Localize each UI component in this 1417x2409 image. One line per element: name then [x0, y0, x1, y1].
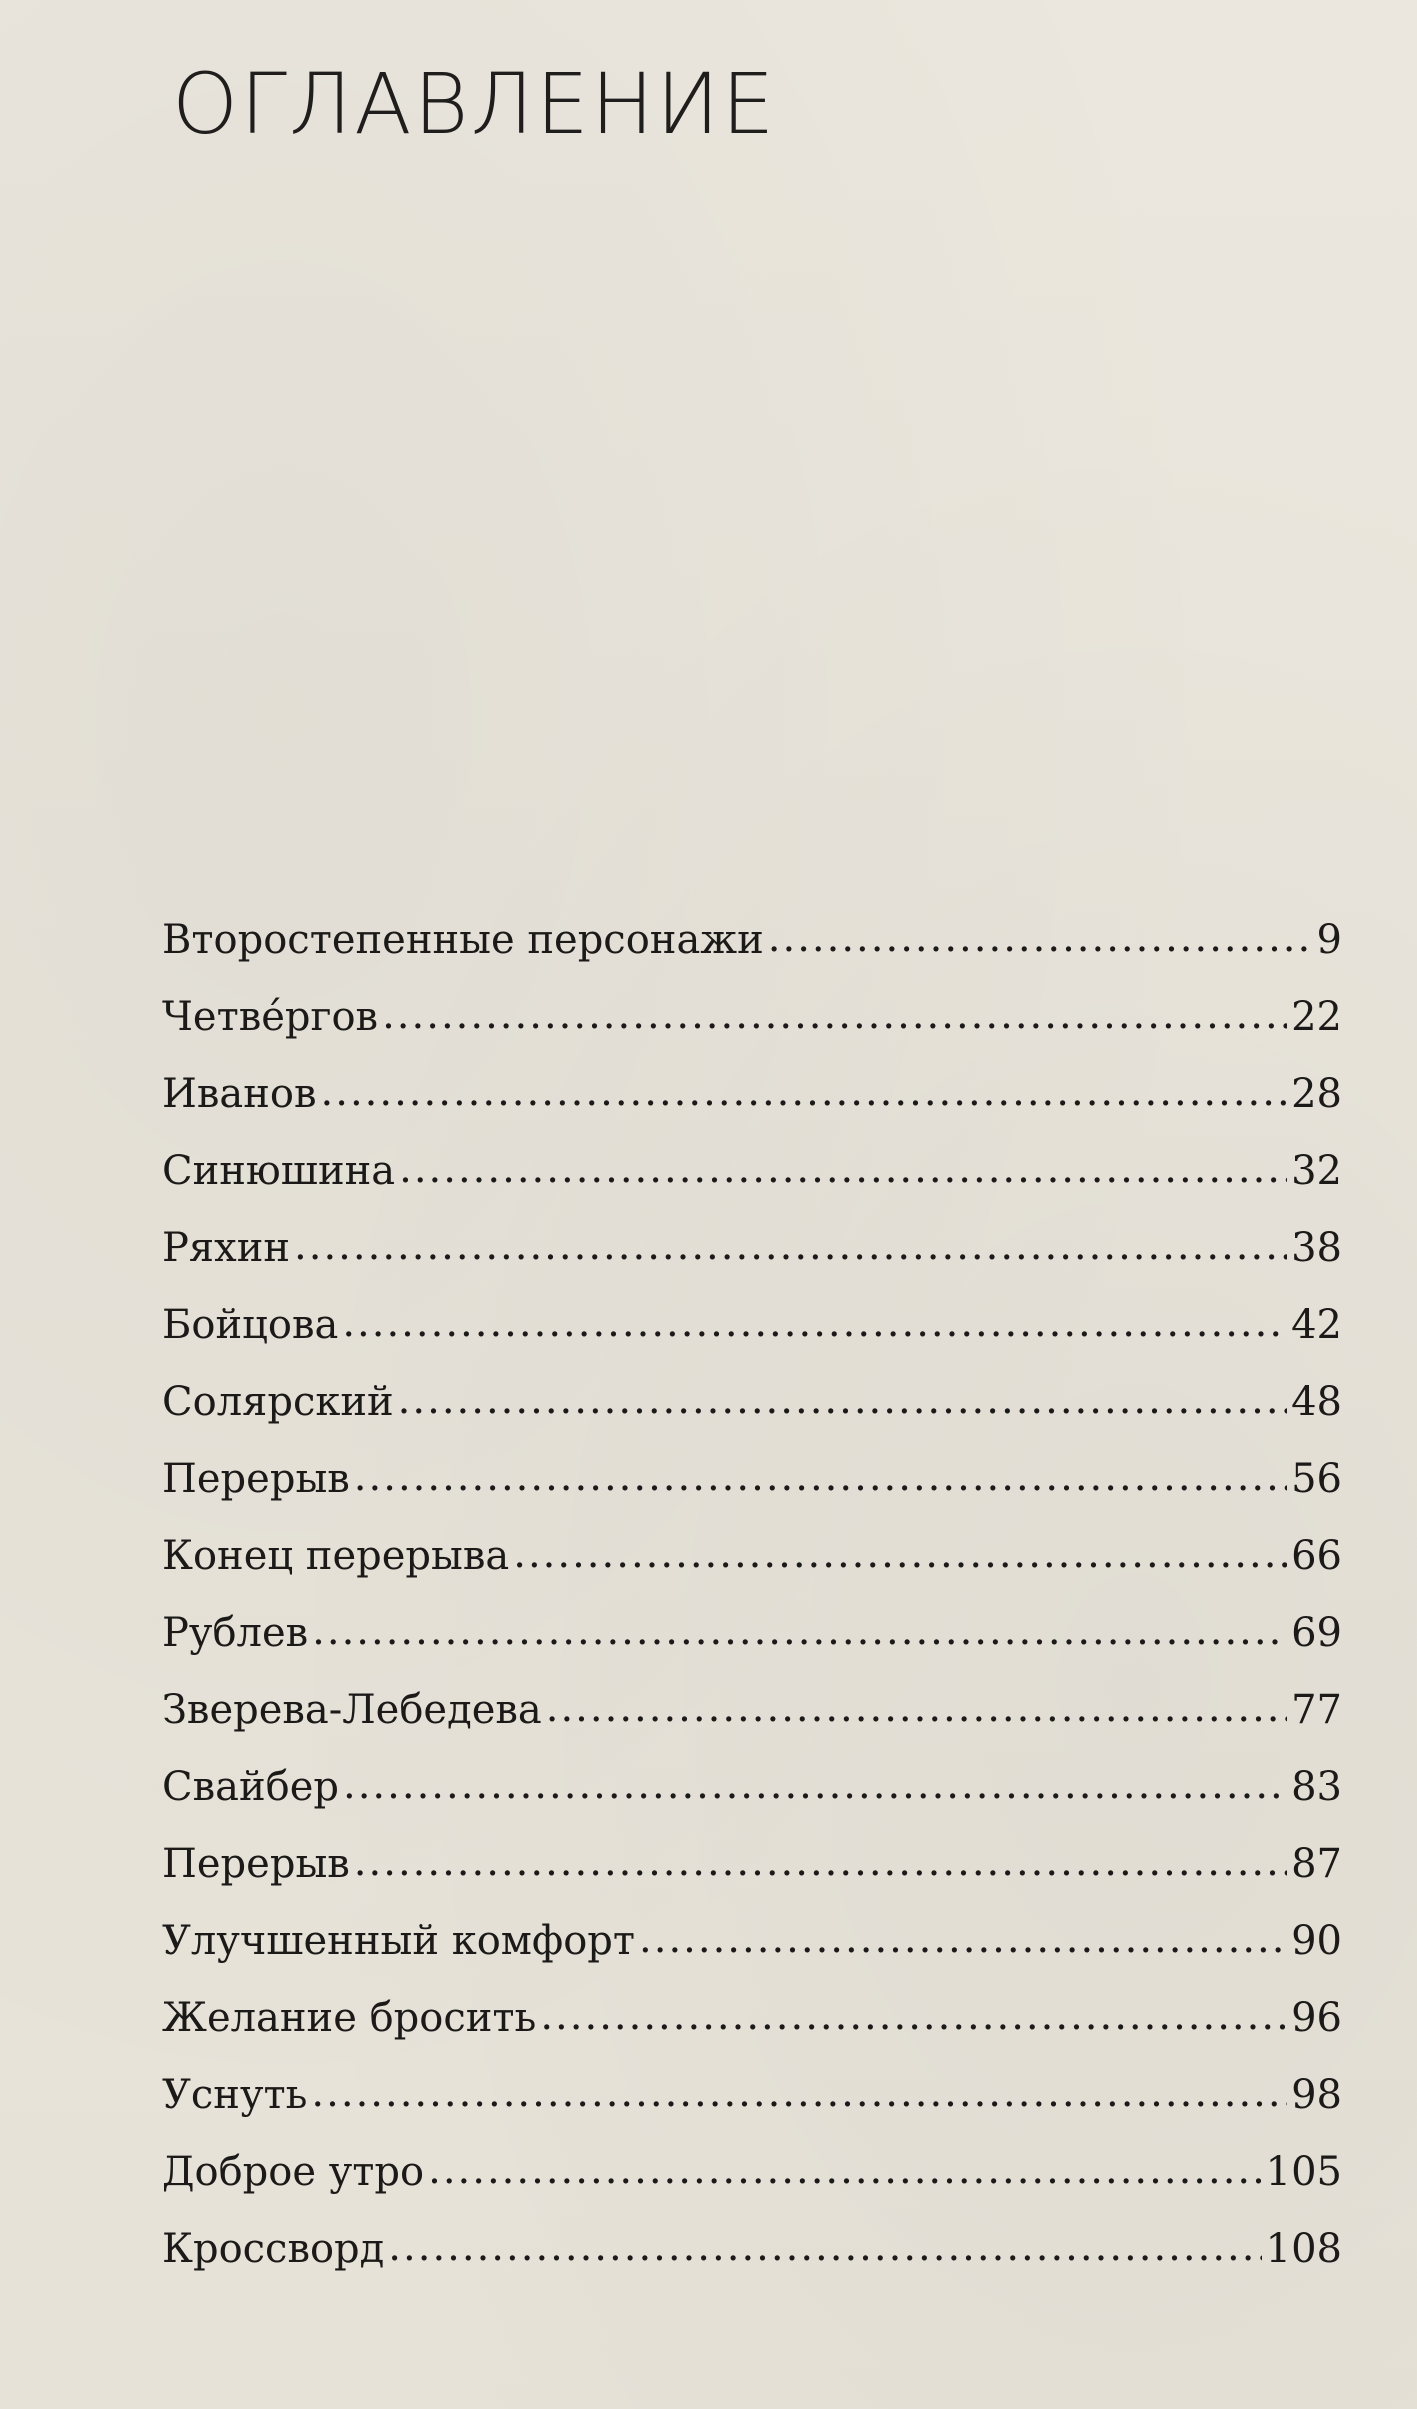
toc-entry-title: Четве́ргов: [162, 994, 379, 1040]
table-of-contents: [162, 902, 1342, 2288]
toc-leader-dots: [342, 1285, 1287, 1362]
toc-entry-page: 9: [1316, 917, 1342, 963]
toc-leader-dots: [388, 2209, 1261, 2286]
toc-entry: [162, 1903, 1342, 1980]
toc-entry-page: 22: [1291, 994, 1342, 1040]
toc-entry-page: 32: [1291, 1148, 1342, 1194]
toc-entry-title: Солярский: [162, 1379, 394, 1425]
toc-entry-title: Конец перерыва: [162, 1533, 510, 1579]
toc-leader-dots: [294, 1208, 1287, 1285]
toc-entry: [162, 1133, 1342, 1210]
toc-entry: [162, 1210, 1342, 1287]
toc-entry-page: 56: [1291, 1456, 1342, 1502]
toc-entry: [162, 1826, 1342, 1903]
page-title: ОГЛАВЛЕНИЕ: [172, 55, 777, 153]
toc-leader-dots: [398, 1362, 1287, 1439]
toc-leader-dots: [546, 1670, 1287, 1747]
toc-entry-title: Желание бросить: [162, 1995, 537, 2041]
toc-entry-title: Иванов: [162, 1071, 317, 1117]
toc-entry-title: Уснуть: [162, 2072, 308, 2118]
toc-entry: [162, 1364, 1342, 1441]
toc-entry: [162, 1518, 1342, 1595]
toc-entry-page: 66: [1291, 1533, 1342, 1579]
toc-entry: [162, 979, 1342, 1056]
toc-entry: [162, 1287, 1342, 1364]
toc-entry-page: 69: [1291, 1610, 1342, 1656]
toc-entry-page: 77: [1291, 1687, 1342, 1733]
toc-leader-dots: [354, 1824, 1287, 1901]
toc-entry-title: Второстепенные персонажи: [162, 917, 764, 963]
toc-entry: [162, 1980, 1342, 2057]
toc-entry-title: Кроссворд: [162, 2226, 385, 2272]
toc-leader-dots: [768, 900, 1313, 977]
toc-entry-title: Свайбер: [162, 1764, 339, 1810]
toc-entry: [162, 1441, 1342, 1518]
toc-entry-page: 105: [1265, 2149, 1342, 2195]
toc-leader-dots: [311, 2055, 1287, 2132]
toc-entry-page: 38: [1291, 1225, 1342, 1271]
toc-entry: [162, 1749, 1342, 1826]
toc-entry-title: Рублев: [162, 1610, 309, 1656]
toc-entry-page: 42: [1291, 1302, 1342, 1348]
toc-entry-page: 98: [1291, 2072, 1342, 2118]
toc-entry: [162, 902, 1342, 979]
toc-entry-page: 83: [1291, 1764, 1342, 1810]
toc-entry-page: 108: [1265, 2226, 1342, 2272]
toc-entry: [162, 2057, 1342, 2134]
toc-leader-dots: [312, 1593, 1287, 1670]
toc-entry-title: Перерыв: [162, 1841, 350, 1887]
toc-leader-dots: [540, 1978, 1287, 2055]
toc-entry-title: Ряхин: [162, 1225, 291, 1271]
toc-entry-title: Доброе утро: [162, 2149, 425, 2195]
toc-entry-page: 90: [1291, 1918, 1342, 1964]
toc-entry-title: Перерыв: [162, 1456, 350, 1502]
toc-leader-dots: [354, 1439, 1287, 1516]
toc-entry-page: 28: [1291, 1071, 1342, 1117]
toc-leader-dots: [639, 1901, 1287, 1978]
toc-entry-title: Бойцова: [162, 1302, 339, 1348]
toc-entry-page: 87: [1291, 1841, 1342, 1887]
toc-leader-dots: [343, 1747, 1287, 1824]
toc-entry-title: Зверева-Лебедева: [162, 1687, 542, 1733]
toc-entry-title: Улучшенный комфорт: [162, 1918, 636, 1964]
toc-entry: [162, 2134, 1342, 2211]
toc-entry-page: 96: [1291, 1995, 1342, 2041]
toc-entry: [162, 2211, 1342, 2288]
toc-entry: [162, 1595, 1342, 1672]
toc-entry-title: Синюшина: [162, 1148, 396, 1194]
toc-leader-dots: [321, 1054, 1288, 1131]
toc-leader-dots: [399, 1131, 1287, 1208]
toc-entry-page: 48: [1291, 1379, 1342, 1425]
toc-entry: [162, 1056, 1342, 1133]
toc-leader-dots: [382, 977, 1287, 1054]
toc-leader-dots: [513, 1516, 1287, 1593]
toc-entry: [162, 1672, 1342, 1749]
toc-leader-dots: [428, 2132, 1262, 2209]
